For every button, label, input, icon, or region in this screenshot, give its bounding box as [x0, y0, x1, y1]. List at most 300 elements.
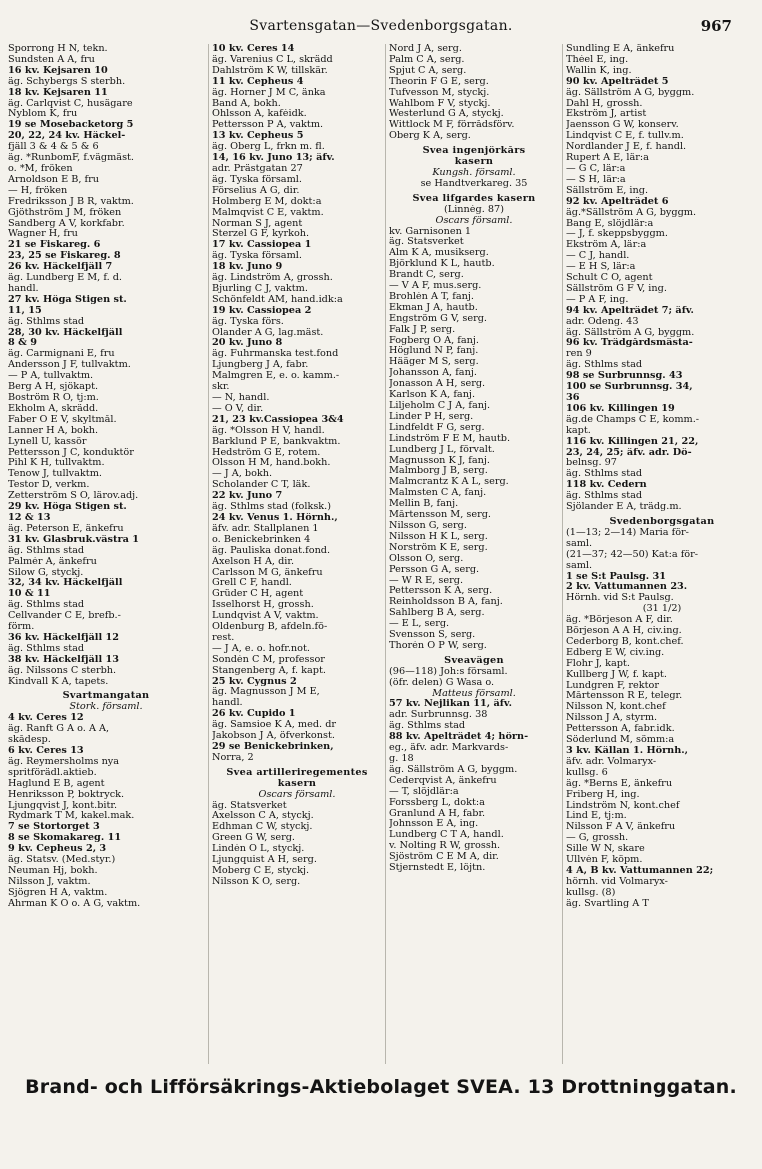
directory-entry: saml. [566, 560, 593, 571]
directory-entry: Carlsson M G, änkefru [212, 567, 323, 578]
directory-entry: — N, handl. [212, 393, 270, 403]
directory-entry: v. Nolting R W, grossh. [389, 841, 501, 852]
directory-entry: 9 kv. Cepheus 2, 3 [8, 844, 107, 855]
directory-entry: Malmsten C A, fanj. [389, 488, 487, 499]
directory-entry: Nilsson K O, serg. [212, 876, 301, 887]
directory-entry: 6 kv. Ceres 13 [8, 746, 84, 756]
directory-entry: Förselius A G, dir. [212, 185, 300, 196]
directory-entry: Malmborg J B, serg. [389, 466, 488, 477]
directory-entry: 29 se Benickebrinken, [212, 742, 334, 752]
directory-entry: Lundberg J L, förvalt. [389, 444, 495, 455]
directory-entry: — J A, bokh. [212, 469, 273, 480]
directory-entry: 88 kv. Apelträdet 4; hörn- [389, 732, 529, 743]
directory-entry: 96 kv. Trädgårdsmästa- [566, 338, 693, 349]
directory-entry: äg. Magnusson J M E, [212, 687, 320, 698]
directory-entry: Lundgren F, rektor [566, 680, 659, 691]
directory-entry: Ljungqvist J, kont.bitr. [8, 800, 118, 811]
directory-entry: 8 se Skomakareg. 11 [8, 833, 122, 844]
directory-entry: äg. Samsioe K A, med. dr [212, 720, 337, 731]
directory-entry: 17 kv. Cassiopea 1 [212, 240, 312, 251]
directory-entry: Stjernstedt E, löjtn. [389, 863, 486, 874]
directory-entry: Nilsson G, serg. [389, 520, 467, 531]
directory-entry: o. *M, fröken [8, 163, 73, 174]
directory-entry: Oscars församl. [258, 789, 336, 800]
directory-entry: äg. Tyska förs. [212, 316, 284, 327]
directory-entry: Söderlund M, sömm:a [566, 735, 675, 746]
directory-entry: Ohlsson A, kaféidk. [212, 109, 307, 120]
directory-entry: Wagner H, fru [8, 229, 78, 240]
directory-entry: Hörnh. vid S:t Paulsg. [566, 593, 674, 604]
directory-entry: äg. Tyska församl. [212, 251, 302, 262]
directory-entry: Schönfeldt AM, hand.idk:a [212, 294, 343, 305]
directory-entry: äg. *Olsson H V, handl. [212, 425, 325, 436]
directory-entry: 38 kv. Häckelfjäll 13 [8, 654, 120, 665]
directory-entry: 92 kv. Apelträdet 6 [566, 196, 669, 207]
directory-entry: (31 1/2) [642, 604, 682, 615]
directory-entry: Berg A H, sjökapt. [8, 382, 99, 393]
directory-entry: Arnoldson E B, fru [8, 174, 100, 185]
directory-entry: — O V, dir. [212, 403, 264, 414]
directory-entry: Kullberg J W, f. kapt. [566, 669, 667, 680]
directory-entry: Dahlström K W, tillskär. [212, 65, 328, 76]
directory-entry: äg. Horner J M C, änka [212, 87, 326, 98]
directory-column-3 [385, 44, 559, 1064]
directory-entry: äg. Tyska församl. [212, 174, 302, 185]
directory-entry: Norra, 2 [212, 752, 254, 763]
page-number: 967 [700, 17, 732, 35]
directory-entry: — E H S, lär:a [566, 262, 636, 273]
directory-entry: äg. Sthlms stad [566, 360, 643, 371]
directory-entry: 18 kv. Kejsaren 11 [8, 87, 108, 98]
directory-entry: kapt. [566, 425, 591, 436]
directory-entry: Edberg E W, civ.ing. [566, 647, 665, 658]
directory-entry: — T, slöjdlär:a [389, 786, 459, 797]
directory-entry: 28, 30 kv. Häckelfjäll [8, 327, 123, 338]
directory-entry: Fogberg O A, fanj. [389, 335, 479, 346]
directory-entry: kasern [277, 778, 317, 789]
directory-entry: Granlund A H, fabr. [389, 808, 486, 819]
directory-entry: Schult C O, agent [566, 273, 653, 284]
directory-entry: äg. Sthlms stad [389, 721, 466, 732]
directory-entry: Nilsson F A V, änkefru [566, 822, 676, 833]
directory-entry: Öberg K A, serg. [389, 131, 471, 142]
directory-entry: Oldenburg B, afdeln.fö- [212, 622, 328, 633]
directory-entry: 18 kv. Juno 9 [212, 262, 283, 273]
directory-entry: Kindvall K A, tapets. [8, 676, 109, 687]
directory-entry: Holmberg E M, dokt:a [212, 196, 322, 207]
directory-entry: Höglund N P, fanj. [389, 346, 479, 357]
directory-entry: äg.de Champs C E, komm.- [566, 414, 700, 425]
directory-entry: Brohlén A T, fanj. [389, 291, 474, 302]
directory-entry: Nilsson H K L, serg. [389, 531, 488, 542]
directory-entry: Sveavägen [444, 655, 504, 666]
directory-entry: — H, fröken [8, 185, 68, 196]
directory-entry: Pettersson J C, konduktör [8, 447, 134, 458]
directory-entry: Tufvesson M, styckj. [389, 87, 490, 98]
directory-entry: äg. Svartling A T [566, 898, 649, 909]
directory-entry: Lundberg C T A, handl. [389, 830, 504, 841]
directory-entry: äg. Lundberg E M, f. d. [8, 273, 123, 284]
directory-entry: 25 kv. Cygnus 2 [212, 676, 297, 687]
directory-entry: 20 kv. Juno 8 [212, 338, 283, 349]
directory-entry: Johnsson E A, ing. [389, 819, 479, 830]
directory-entry: Svea ingenjörkårs [422, 146, 526, 157]
directory-entry: 26 kv. Häckelfjäll 7 [8, 262, 113, 273]
directory-entry: (21—37; 42—50) Kat:a för- [566, 549, 699, 560]
directory-entry: förm. [8, 622, 35, 633]
directory-columns [8, 44, 754, 1064]
directory-entry: Gjöthström J M, fröken [8, 207, 122, 218]
directory-entry: — S H, lär:a [566, 174, 626, 185]
directory-entry: Friberg H, ing. [566, 789, 640, 800]
directory-entry: 21 se Fiskareg. 6 [8, 240, 101, 251]
directory-entry: Henriksson P, boktryck. [8, 789, 125, 800]
directory-entry: äg. Ranft G A o. A A, [8, 724, 110, 735]
directory-entry: Ekström J, artist [566, 109, 647, 120]
directory-entry: Sporrong H N, tekn. [8, 44, 108, 54]
directory-entry: äg. Sthlms stad [8, 545, 85, 556]
directory-entry: 14, 16 kv. Juno 13; äfv. [212, 153, 335, 164]
directory-entry: äg. Schybergs S sterbh. [8, 76, 126, 87]
directory-entry: kv. Garnisonen 1 [389, 226, 472, 237]
directory-entry: Band A, bokh. [212, 98, 281, 109]
directory-entry: adr. Odeng. 43 [566, 316, 639, 327]
directory-entry: Cederqvist A, änkefru [389, 775, 497, 786]
directory-entry: Olander A G, lag.mäst. [212, 327, 324, 338]
directory-entry: 8 & 9 [8, 338, 37, 349]
directory-entry: adr. Surbrunnsg. 38 [389, 710, 488, 721]
directory-entry: äg. Sällström A G, byggm. [566, 327, 695, 338]
directory-entry: Malmgren E, e. o. kamm.- [212, 371, 340, 382]
directory-entry: Olsson O, serg. [389, 553, 464, 564]
directory-entry: Svea artilleriregementes [226, 767, 368, 778]
directory-entry: äg. Fuhrmanska test.fond [212, 349, 339, 360]
directory-entry: äg. Sthlms stad [8, 600, 85, 611]
directory-entry: Isselhorst H, grossh. [212, 600, 314, 611]
directory-entry: Stangenberg A, f. kapt. [212, 665, 326, 676]
directory-entry: Hääger M S, serg. [389, 357, 479, 368]
directory-entry: Lind E, tj:m. [566, 811, 627, 822]
directory-entry: Boström R O, tj:m. [8, 393, 99, 403]
directory-entry: Ljungberg J A, fabr. [212, 360, 309, 371]
directory-entry: handl. [212, 698, 243, 709]
page-header [0, 18, 762, 42]
directory-entry: — C J, handl. [566, 251, 630, 262]
directory-entry: Ekholm A, skrädd. [8, 403, 99, 414]
directory-entry: 16 kv. Kejsaren 10 [8, 65, 108, 76]
directory-entry: äfv. adr. Stallplanen 1 [212, 523, 319, 534]
directory-entry: Linder P H, serg. [389, 411, 474, 422]
directory-entry: spritförädl.aktieb. [8, 767, 97, 778]
directory-entry: Testor D, verkm. [8, 480, 90, 491]
directory-entry: 10 kv. Ceres 14 [212, 44, 295, 54]
directory-entry: Ekman J A, hautb. [389, 302, 478, 313]
directory-entry: 3 kv. Källan 1. Hörnh., [566, 746, 689, 756]
directory-entry: Zetterström S O, lärov.adj. [8, 491, 139, 502]
directory-entry: Malmqvist C E, vaktm. [212, 207, 324, 218]
directory-entry: äg. Sthlms stad [8, 643, 85, 654]
directory-entry: Neuman Hj, bokh. [8, 865, 98, 876]
directory-entry: 1 se S:t Paulsg. 31 [566, 571, 667, 582]
directory-entry: 10 & 11 [8, 589, 51, 600]
directory-entry: Sällström E, ing. [566, 185, 649, 196]
directory-entry: skr. [212, 382, 230, 393]
directory-entry: 21, 23 kv.Cassiopea 3&4 [212, 414, 344, 425]
directory-entry: Sundsten A A, fru [8, 54, 95, 65]
directory-entry: Palmér A, änkefru [8, 556, 97, 567]
directory-entry: Lindfeldt F G, serg. [389, 422, 485, 433]
directory-entry: Sjölander E A, trädg.m. [566, 502, 682, 513]
directory-entry: Cederborg B, kont.chef. [566, 636, 684, 647]
directory-entry: — E L, serg. [389, 619, 450, 630]
directory-entry: 94 kv. Apelträdet 7; äfv. [566, 305, 694, 316]
directory-column-2 [208, 44, 382, 1064]
directory-entry: Bang E, slöjdlär:a [566, 218, 654, 229]
directory-entry: Axelsson C A, styckj. [212, 811, 314, 822]
directory-entry: Forssberg L, dokt:a [389, 797, 485, 808]
directory-entry: Théel E, ing. [566, 54, 629, 65]
directory-entry: Cellvander C E, brefb.- [8, 611, 121, 622]
directory-entry: 26 kv. Cupido 1 [212, 709, 296, 720]
directory-entry: Norman S J, agent [212, 218, 303, 229]
directory-entry: — V A F, mus.serg. [389, 281, 482, 292]
directory-entry: Westerlund G A, styckj. [389, 109, 504, 120]
directory-entry: 4 kv. Ceres 12 [8, 713, 84, 724]
directory-entry: äg. Statsv. (Med.styr.) [8, 855, 116, 866]
directory-entry: Reinholdsson B A, fanj. [389, 597, 503, 608]
directory-entry: äg. *Börjeson A F, dir. [566, 615, 673, 626]
directory-entry: Haglund E B, agent [8, 778, 105, 789]
directory-entry: fjäll 3 & 4 & 5 & 6 [8, 142, 99, 153]
directory-entry: 57 kv. Nejlikan 11, äfv. [389, 699, 512, 710]
directory-entry: äg. Sthlms stad [566, 491, 643, 502]
directory-entry: Rydmark T M, kakel.mak. [8, 811, 135, 822]
directory-entry: — P A F, ing. [566, 294, 629, 305]
directory-entry: Sondén C M, professor [212, 654, 325, 665]
directory-entry: kullsg. 6 [566, 767, 608, 778]
directory-entry: kasern [454, 157, 494, 168]
directory-entry: Sällström G F V, ing. [566, 283, 667, 294]
directory-entry: 7 se Stortorget 3 [8, 822, 100, 833]
directory-entry: 23, 24, 25; äfv. adr. Dö- [566, 447, 692, 458]
directory-entry: Silow G, styckj. [8, 567, 84, 578]
directory-entry: 90 kv. Apelträdet 5 [566, 76, 669, 87]
directory-entry: Brandt C, serg. [389, 270, 464, 281]
directory-entry: Fredriksson J B R, vaktm. [8, 196, 134, 207]
directory-entry: Faber O E V, skyltmål. [8, 414, 117, 425]
directory-entry: äg. Nilssons C sterbh. [8, 665, 117, 676]
directory-entry: Kungsh. församl. [432, 167, 516, 178]
directory-entry: Jakobson J A, öfverkonst. [212, 731, 335, 742]
directory-entry: Mellin B, fanj. [389, 499, 459, 510]
directory-entry: äg. *RunbomF, f.vägmäst. [8, 153, 135, 164]
directory-entry: Alm K A, musikserg. [389, 248, 489, 259]
directory-entry: 100 se Surbrunnsg. 34, [566, 382, 693, 393]
directory-entry: Jaensson G W, konserv. [566, 120, 679, 131]
directory-entry: — W R E, serg. [389, 575, 464, 586]
directory-entry: äg. Sällström A G, byggm. [566, 87, 695, 98]
directory-entry: Stork. församl. [69, 702, 143, 713]
directory-entry: Oscars församl. [435, 215, 513, 226]
directory-entry: 29 kv. Höga Stigen st. [8, 502, 127, 513]
directory-entry: 36 [566, 393, 580, 403]
directory-entry: Malmcrantz K A L, serg. [389, 477, 509, 488]
directory-entry: Nilsson J A, styrm. [566, 713, 658, 724]
directory-entry: handl. [8, 283, 39, 294]
directory-entry: hörnh. vid Volmaryx- [566, 876, 668, 887]
directory-entry: Johansson A, fanj. [389, 368, 477, 379]
directory-entry: Norström K E, serg. [389, 542, 488, 553]
directory-entry: Ljungquist A H, serg. [212, 855, 317, 866]
directory-entry: ren 9 [566, 349, 592, 360]
directory-entry: äg. Statsverket [212, 800, 287, 811]
directory-entry: Sandberg A V, korkfabr. [8, 218, 125, 229]
directory-entry: Bjurling C J, vaktm. [212, 283, 308, 294]
directory-entry: Thorén O P W, serg. [389, 640, 487, 651]
directory-entry: kullsg. (8) [566, 887, 616, 898]
directory-entry: 98 se Surbrunnsg. 43 [566, 371, 683, 382]
directory-entry: — G, grossh. [566, 833, 629, 844]
directory-entry: Theorin F G E, serg. [389, 76, 489, 87]
directory-entry: Dahl H, grossh. [566, 98, 643, 109]
directory-entry: Rupert A E, lär:a [566, 153, 649, 164]
directory-entry: Magnusson K J, fanj. [389, 455, 490, 466]
directory-entry: Karlson K A, fanj. [389, 390, 476, 401]
directory-entry: äg. Sällström A G, byggm. [389, 764, 518, 775]
directory-entry: Wahlbom F V, styckj. [389, 98, 491, 109]
directory-entry: Pettersson P A, vaktm. [212, 120, 324, 131]
directory-entry: Åhrman K O o. A G, vaktm. [8, 898, 141, 909]
directory-entry: — P A, tullvaktm. [8, 371, 94, 382]
directory-entry: Sille W N, skare [566, 844, 645, 855]
directory-entry: 20, 22, 24 kv. Häckel- [8, 131, 126, 142]
directory-entry: skådesp. [8, 735, 51, 746]
directory-entry: Hedström G E, rotem. [212, 447, 321, 458]
directory-entry: Svensson S, serg. [389, 630, 476, 641]
directory-entry: Lundqvist A V, vaktm. [212, 611, 319, 622]
directory-entry: 36 kv. Häckelfjäll 12 [8, 632, 120, 643]
directory-entry: Pettersson A, fabr.idk. [566, 724, 675, 735]
directory-entry: Lanner H A, bokh. [8, 425, 99, 436]
directory-entry: 32, 34 kv. Häckelfjäll [8, 578, 123, 589]
directory-entry: Liljeholm C J A, fanj. [389, 401, 491, 411]
directory-entry: Ekström A, lär:a [566, 240, 647, 251]
directory-entry: äg. Lindström A, grossh. [212, 273, 333, 284]
directory-entry: Sjöström C E M A, dir. [389, 852, 499, 863]
directory-entry: 24 kv. Venus 1. Hörnh., [212, 512, 338, 523]
directory-entry: (1—13; 2—14) Maria för- [566, 527, 689, 538]
directory-entry: 11, 15 [8, 305, 42, 316]
advertisement-footer: Brand- och Lifförsäkrings-Aktiebolaget SVEA. 13 Drottninggatan. [25, 1076, 737, 1098]
directory-entry: Flohr J, kapt. [566, 658, 630, 669]
directory-entry: Moberg C E, styckj. [212, 865, 310, 876]
directory-entry: Barklund P E, bankvaktm. [212, 436, 341, 447]
directory-entry: Svartmangatan [62, 691, 150, 702]
directory-entry: 13 kv. Cepheus 5 [212, 131, 304, 142]
directory-entry: 23, 25 se Fiskareg. 8 [8, 251, 121, 262]
directory-entry: äg. Carlqvist C, husägare [8, 98, 133, 109]
directory-entry: äg. Sthlms stad (folksk.) [212, 502, 332, 513]
directory-entry: Mårtensson M, serg. [389, 510, 491, 521]
directory-entry: Andersson J F, tullvaktm. [8, 360, 131, 371]
directory-entry: Lindén O L, styckj. [212, 844, 305, 855]
directory-entry: Matteus församl. [432, 688, 516, 699]
directory-entry: adr. Prästgatan 27 [212, 163, 303, 174]
directory-entry: Sundling E A, änkefru [566, 44, 675, 54]
directory-entry: Tenow J, tullvaktm. [8, 469, 102, 480]
directory-entry: äg. Sthlms stad [566, 469, 643, 480]
directory-entry: saml. [566, 538, 593, 549]
directory-entry: Wittlock M F, förrådsförv. [389, 120, 515, 131]
directory-column-1 [8, 44, 204, 1064]
directory-entry: (Linnég. 87) [444, 204, 504, 215]
directory-entry: se Handtverkareg. 35 [420, 178, 528, 189]
directory-entry: 116 kv. Killingen 21, 22, [566, 436, 699, 447]
directory-entry: äg. Sthlms stad [8, 316, 85, 327]
directory-entry: Engström G V, serg. [389, 313, 487, 324]
directory-entry: (öfr. delen) G Wasa o. [389, 677, 495, 688]
directory-entry: Mårtensson R E, telegr. [566, 691, 683, 702]
directory-entry: 19 kv. Cassiopea 2 [212, 305, 312, 316]
directory-entry: Axelson H A, dir. [212, 556, 295, 567]
directory-entry: Spjut C A, serg. [389, 65, 467, 76]
directory-entry: Nordlander J E, f. handl. [566, 142, 687, 153]
directory-entry: g. 18 [389, 754, 414, 764]
directory-entry: Nilsson J, vaktm. [8, 876, 91, 887]
directory-entry: — J A, e. o. hofr.not. [212, 643, 310, 654]
directory-entry: 31 kv. Glasbruk.västra 1 [8, 534, 139, 545]
directory-entry: 12 & 13 [8, 512, 51, 523]
directory-entry: belnsg. 97 [566, 458, 617, 469]
directory-entry: Svedenborgsgatan [609, 516, 715, 527]
directory-entry: Falk J P, serg. [389, 324, 456, 335]
directory-entry: o. Benickebrinken 4 [212, 534, 311, 545]
directory-entry: äg. Reymersholms nya [8, 756, 120, 767]
directory-entry: (96—118) Joh:s församl. [389, 666, 508, 677]
directory-entry: 11 kv. Cepheus 4 [212, 76, 304, 87]
directory-entry: Nyblom K, fru [8, 109, 78, 120]
directory-entry: Lindström F E M, hautb. [389, 433, 511, 444]
directory-entry: 19 se Mosebacketorg 5 [8, 120, 134, 131]
directory-entry: Nilsson N, kont.chef [566, 702, 666, 713]
directory-entry: äg. Pauliska donat.fond. [212, 545, 331, 556]
directory-entry: rest. [212, 632, 235, 643]
directory-entry: Edhman C W, styckj. [212, 822, 313, 833]
directory-entry: Olsson H M, hand.bokh. [212, 458, 331, 469]
directory-entry: Lindqvist C E, f. tullv.m. [566, 131, 684, 142]
directory-entry: Sahlberg B A, serg. [389, 608, 485, 619]
directory-entry: Pettersson K A, serg. [389, 586, 493, 597]
directory-entry: Lindström N, kont.chef [566, 800, 680, 811]
directory-entry: Jonasson A H, serg. [389, 379, 486, 390]
directory-entry: Green G W, serg. [212, 833, 296, 844]
directory-entry: äg. Varenius C L, skrädd [212, 54, 333, 65]
directory-entry: äg. *Berns E, änkefru [566, 778, 673, 789]
directory-entry: — J, f. skeppsbyggm. [566, 229, 668, 240]
directory-entry: äg. Peterson E, änkefru [8, 523, 124, 534]
directory-entry: äfv. adr. Volmaryx- [566, 756, 657, 767]
directory-entry: Svea lifgardes kasern [412, 193, 536, 204]
directory-entry: Wallin K, ing. [566, 65, 632, 76]
directory-entry: äg.*Sällström A G, byggm. [566, 207, 697, 218]
directory-entry: Grüder C H, agent [212, 589, 304, 600]
directory-entry: äg. Statsverket [389, 237, 464, 248]
directory-entry: 118 kv. Cedern [566, 480, 647, 491]
directory-entry: Sjögren H A, vaktm. [8, 887, 108, 898]
directory-entry: 106 kv. Killingen 19 [566, 403, 675, 414]
page-title: Svartensgatan—Svedenborgsgatan. [249, 18, 513, 34]
directory-entry: eg., äfv. adr. Markvards- [389, 743, 509, 754]
